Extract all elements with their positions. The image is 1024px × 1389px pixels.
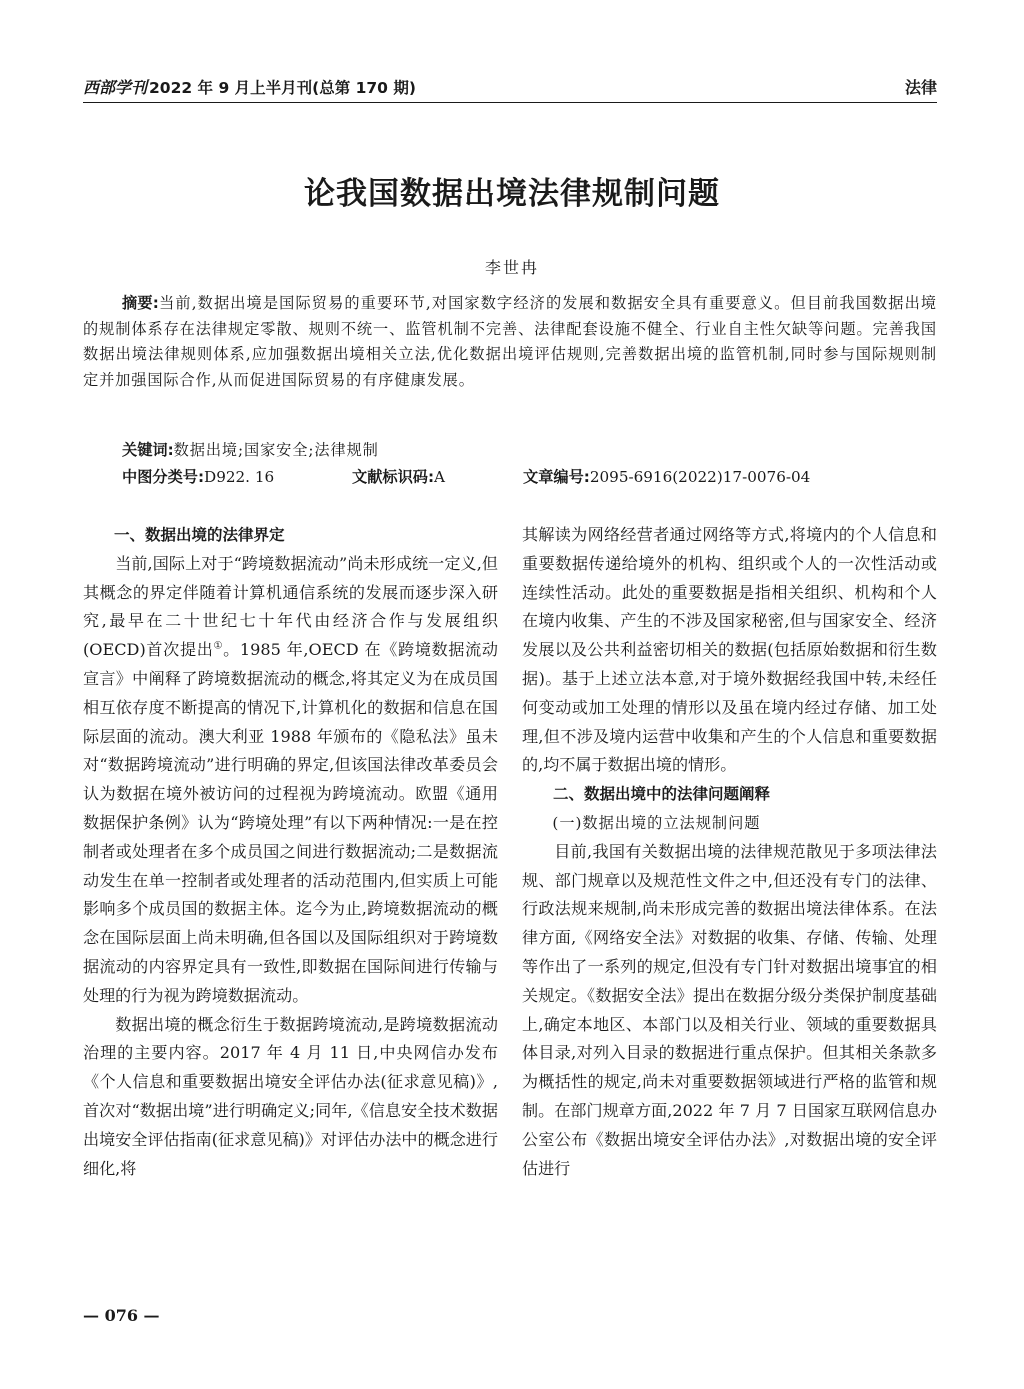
article-number: 文章编号:2095-6916(2022)17-0076-04 [523,468,811,486]
keywords-label: 关键词: [122,441,174,459]
paragraph-2: 数据出境的概念衍生于数据跨境流动,是跨境数据流动治理的主要内容。2017 年 4 月 11 日,中央网信办发布《个人信息和重要数据出境安全评估办法(征求意见稿)》,首次对“数据出境”进行明确定义;同年,《信息安全技术数据出境安全评估指南(征求意见稿)》对评估办法中的概念进行细化,将 [83,1014,498,1178]
document-code: 文献标识码:A [352,468,445,486]
article-title: 论我国数据出境法律规制问题 [304,176,720,212]
article-author: 李世冉 [484,258,539,277]
classification-line [122,466,942,492]
paragraph-4: 目前,我国有关数据出境的法律规范散见于多项法律法规、部门规章以及规范性文件之中,但还没有专门的法律、行政法规来规制,尚未形成完善的数据出境法律体系。在法律方面,《网络安全法》对数据的收集、存储、传输、处理等作出了一系列的规定,但没有专门针对数据出境事宜的相关规定。《数据安全法》提出在数据分级分类保护制度基础上,确定本地区、本部门以及相关行业、领域的重要数据具体目录,对列入目录的数据进行重点保护。但其相关条款多为概括性的规定,尚未对重要数据领域进行严格的监管和规制。在部门规章方面,2022 年 7 月 7 日国家互联网信息办公室公布《数据出境安全评估办法》,对数据出境的安全评估进行 [522,841,937,1178]
section-heading-2: 二、数据出境中的法律问题阐释 [553,785,771,804]
left-column [83,521,498,1183]
paragraph-3: 其解读为网络经营者通过网络等方式,将境内的个人信息和重要数据传递给境外的机构、组织或个人的一次性活动或连续性活动。此处的重要数据是指相关组织、机构和个人在境内收集、产生的不涉及国家秘密,但与国家安全、经济发展以及公共利益密切相关的数据(包括原始数据和衍生数据)。基于上述立法本意,对于境外数据经我国中转,未经任何变动或加工处理的情形以及虽在境内经过存储、加工处理,但不涉及境内运营中收集和产生的个人信息和重要数据的,均不属于数据出境的情形。 [522,525,937,775]
page-number: — 076 — [83,1306,160,1325]
abstract [83,291,937,393]
section-heading-1: 一、数据出境的法律界定 [114,526,285,544]
clc-number: 中图分类号:D922. 16 [122,468,275,486]
journal-logo: 西部学刊 [83,78,148,97]
subsection-heading-1: (一)数据出境的立法规制问题 [552,813,761,832]
right-column [522,521,937,1183]
footnote-ref: ① [213,640,224,652]
paragraph-1: 当前,国际上对于“跨境数据流动”尚未形成统一定义,但其概念的界定伴随着计算机通信系统的发展而逐步深入研究,最早在二十世纪七十年代由经济合作与发展组织(OECD)首次提出①。1985 年,OECD 在《跨境数据流动宣言》中阐释了跨境数据流动的概念,将其定义为在成员国相互依存度不断提高的情况下,计算机化的数据和信息在国际层面的流动。澳大利亚 1988 年颁布的《隐私法》虽未对“数据跨境流动”进行明确的界定,但该国法律改革委员会认为数据在境外被访问的过程视为跨境流动。欧盟《通用数据保护条例》认为“跨境处理”有以下两种情况:一是在控制者或处理者在多个成员国之间进行数据流动;二是数据流动发生在单一控制者或处理者的活动范围内,但实质上可能影响多个成员国的数据主体。迄今为止,跨境数据流动的概念在国际层面上尚未明确,但各国以及国际组织对于跨境数据流动的内容界定具有一致性,即数据在国际间进行传输与处理的行为视为跨境数据流动。 [83,553,499,1005]
abstract-label: 摘要: [122,294,159,312]
running-header [83,72,937,103]
header-journal-issue [83,75,416,98]
keywords [122,439,379,460]
abstract-text: 当前,数据出境是国际贸易的重要环节,对国家数字经济的发展和数据安全具有重要意义。但目前我国数据出境的规制体系存在法律规定零散、规则不统一、监管机制不完善、法律配套设施不健全、行业自主性欠缺等问题。完善我国数据出境法律规则体系,应加强数据出境相关立法,优化数据出境评估规则,完善数据出境的监管机制,同时参与国际规则制定并加强国际合作,从而促进国际贸易的有序健康发展。 [83,294,937,389]
issue-info: 2022 年 9 月上半月刊(总第 170 期) [149,79,416,97]
section-name: 法律 [904,78,937,97]
keywords-text: 数据出境;国家安全;法律规制 [173,441,379,459]
